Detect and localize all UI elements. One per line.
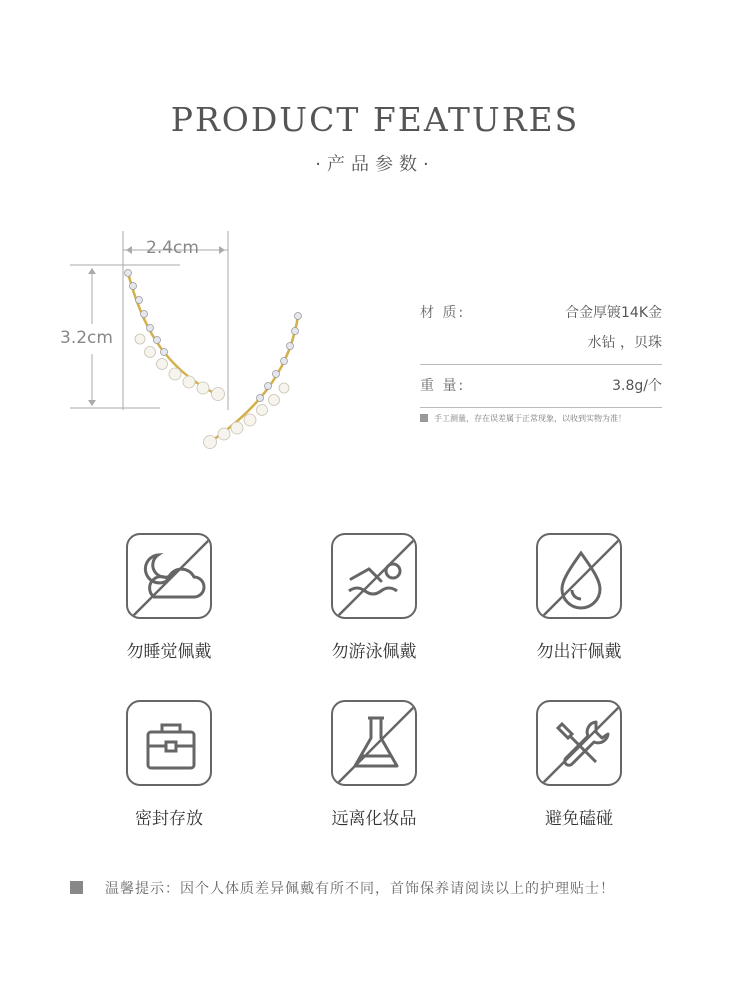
footer-tip bbox=[70, 878, 615, 898]
weight-label: 重 量: bbox=[420, 378, 466, 394]
care-label: 勿出汗佩戴 bbox=[536, 642, 622, 662]
height-dimension: 3.2cm bbox=[60, 328, 113, 348]
material-value-2: 水钻 ，贝珠 bbox=[587, 335, 662, 351]
swimmer-icon bbox=[331, 533, 417, 619]
care-item-no-sweat bbox=[504, 533, 654, 662]
spec-table bbox=[420, 298, 662, 414]
care-label: 密封存放 bbox=[135, 809, 203, 829]
bullet-square bbox=[420, 414, 428, 422]
product-image bbox=[60, 228, 320, 488]
care-item-no-swim bbox=[299, 533, 449, 662]
care-item-avoid-impact bbox=[504, 700, 654, 829]
care-label: 勿睡觉佩戴 bbox=[126, 642, 212, 662]
page-title: PRODUCT FEATURES bbox=[170, 100, 580, 139]
material-label: 材 质: bbox=[420, 305, 466, 321]
care-item-sealed-storage bbox=[94, 700, 244, 829]
bullet-square bbox=[70, 881, 83, 894]
footer-text: 温馨提示：因个人体质差异佩戴有所不同，首饰保养请阅读以上的护理贴士！ bbox=[105, 881, 615, 897]
care-item-away-from-cosmetics bbox=[299, 700, 449, 829]
note-text: 手工测量，存在误差属于正常现象，以收到实物为准！ bbox=[434, 414, 626, 423]
care-label: 远离化妆品 bbox=[331, 809, 417, 829]
page-subtitle: ·产品参数· bbox=[315, 154, 435, 175]
flask-icon bbox=[331, 700, 417, 786]
tools-icon bbox=[536, 700, 622, 786]
care-label: 避免磕碰 bbox=[545, 809, 613, 829]
earring-illustration bbox=[60, 228, 320, 488]
divider bbox=[420, 407, 662, 408]
measurement-note bbox=[420, 413, 626, 424]
weight-value: 3.8g/个 bbox=[612, 378, 662, 394]
weight-row bbox=[420, 371, 662, 401]
material-row-2 bbox=[420, 328, 662, 358]
divider bbox=[420, 364, 662, 365]
width-dimension: 2.4cm bbox=[146, 238, 199, 258]
moon-cloud-icon bbox=[126, 533, 212, 619]
material-value: 合金厚镀14K金 bbox=[565, 305, 662, 321]
care-item-no-sleep bbox=[94, 533, 244, 662]
care-label: 勿游泳佩戴 bbox=[331, 642, 417, 662]
water-drop-icon bbox=[536, 533, 622, 619]
toolbox-icon bbox=[126, 700, 212, 786]
material-row bbox=[420, 298, 662, 328]
